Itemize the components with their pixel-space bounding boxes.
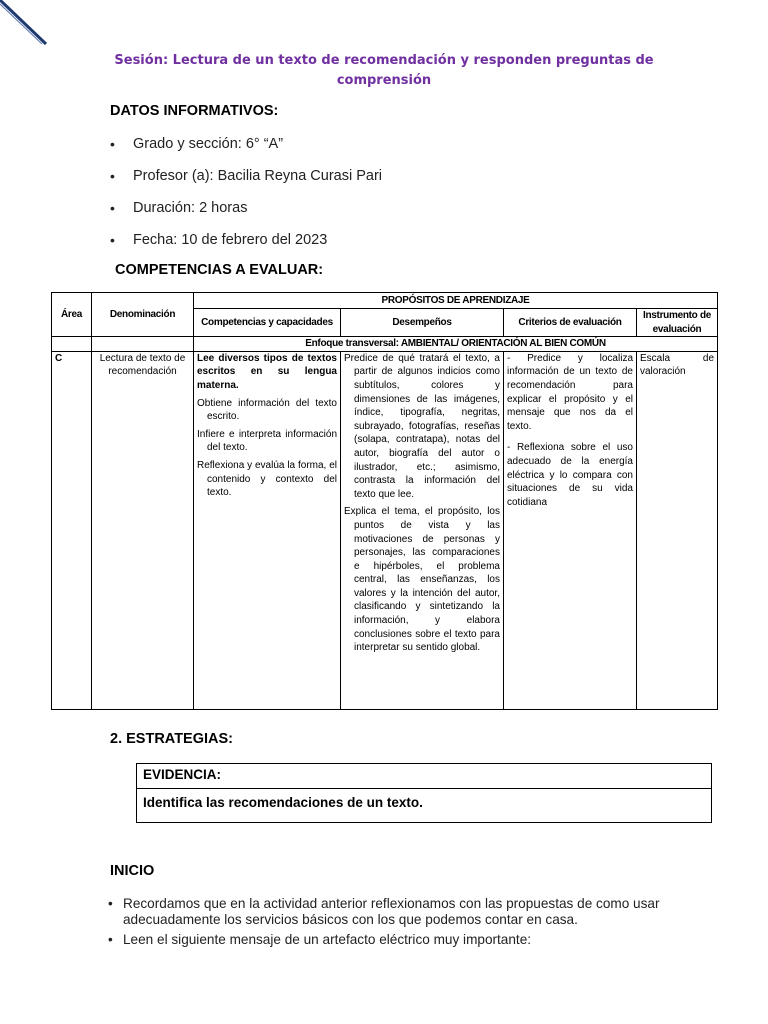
datos-list [110,134,382,262]
list-item: • Grado y sección: 6° “A” [110,134,382,166]
inicio-list [108,896,668,952]
list-item: • Fecha: 10 de febrero del 2023 [110,230,382,262]
header-competencias: Competencias y capacidades [194,309,341,337]
competencias-cell [194,351,341,709]
header-instrumento: Instrumento de evaluación [637,309,718,337]
header-area: Área [52,293,92,337]
header-denominacion: Denominación [92,293,194,337]
list-item: • Recordamos que en la actividad anterior reflexionamos con las propuestas de como usar adecuadamente los servicios básicos con los que podemos contar en casa. [108,896,668,928]
diagonal-line-icon [0,0,60,60]
capacidad-item: Reflexiona y evalúa la forma, el contenido y contexto del texto. [197,459,337,499]
evidencia-text: Identifica las recomendaciones de un texto. [143,795,423,810]
competencias-heading: COMPETENCIAS A EVALUAR: [115,262,324,278]
area-cell: C [52,351,92,709]
denominacion-cell: Lectura de texto de recomendación [92,351,194,709]
criterios-cell [504,351,637,709]
list-item: • Leen el siguiente mensaje de un artefacto eléctrico muy importante: [108,932,668,948]
inicio-heading: INICIO [110,863,155,879]
desempeno-item: Explica el tema, el propósito, los puntos de vista y las motivaciones de personas y personajes, las comparaciones e hipérboles, el problema central, las enseñanzas, los valores y la intención del autor, clasificando y sintetizando la información, y elabora conclusiones sobre el texto para interpretar su sentido global. [344,506,500,654]
instrumento-cell: Escala de valoración [637,351,718,709]
competencias-table [51,292,718,710]
criterio-item: - Predice y localiza información de un texto de recomendación para explicar el propósito y el mensaje que nos da el texto. [507,352,633,432]
header-propositos: PROPÓSITOS DE APRENDIZAJE [194,293,718,309]
capacidad-item: Infiere e interpreta información del texto. [197,428,337,454]
evidencia-label: EVIDENCIA: [137,764,711,789]
criterio-item: - Reflexiona sobre el uso adecuado de la energía eléctrica y lo compara con situaciones de su vida cotidiana [507,442,633,508]
estrategias-heading: 2. ESTRATEGIAS: [110,731,233,747]
evidencia-box [136,763,712,823]
list-item: • Profesor (a): Bacilia Reyna Curasi Pari [110,166,382,198]
desempeno-item: Predice de qué tratará el texto, a partir de algunos indicios como subtítulos, colores y dimensiones de las imágenes, índice, tipografía, negritas, subrayado, fotografías, reseñas (solapa, contratapa), notas del autor, biografía del autor o ilustrador, etc.; asimismo, contrasta la información del texto que lee. [344,352,500,500]
session-title: Sesión: Lectura de un texto de recomendación y responden preguntas de comprensión [114,53,654,88]
list-item: • Duración: 2 horas [110,198,382,230]
header-criterios: Criterios de evaluación [504,309,637,337]
desempenos-cell [341,351,504,709]
capacidad-item: Obtiene información del texto escrito. [197,397,337,423]
header-desempenos: Desempeños [341,309,504,337]
enfoque-transversal: Enfoque transversal: AMBIENTAL/ ORIENTACIÓN AL BIEN COMÚN [194,337,718,352]
datos-heading: DATOS INFORMATIVOS: [110,103,279,119]
competencia-title: Lee diversos tipos de textos escritos en su lengua materna. [197,352,337,391]
